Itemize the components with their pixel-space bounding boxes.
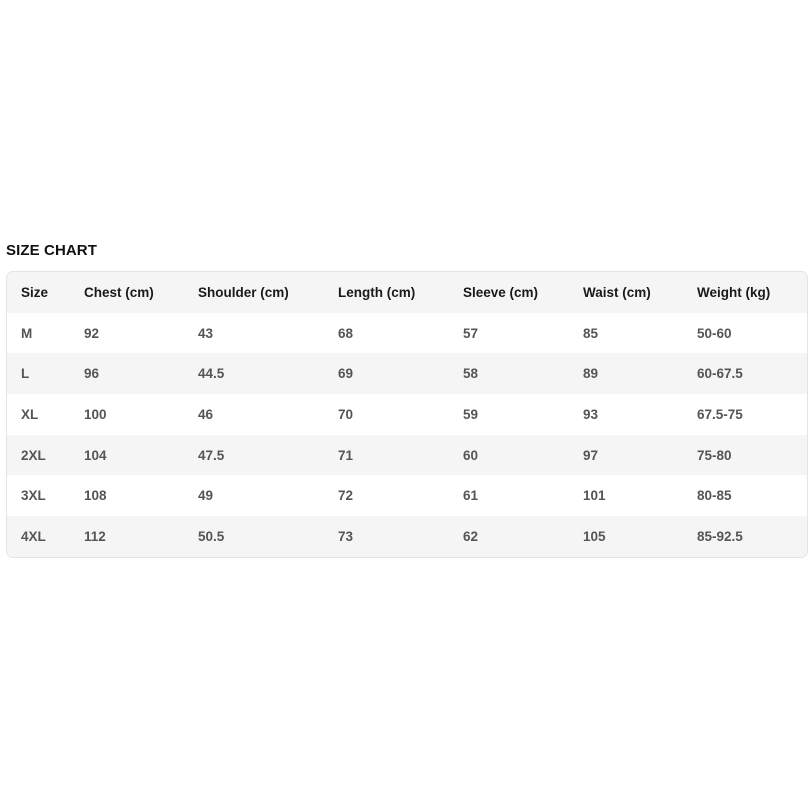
cell-weight: 85-92.5 (683, 516, 807, 557)
cell-sleeve: 58 (449, 353, 569, 394)
cell-shoulder: 46 (184, 394, 324, 435)
cell-weight: 60-67.5 (683, 353, 807, 394)
cell-waist: 101 (569, 475, 683, 516)
table-row (7, 313, 807, 354)
cell-weight: 80-85 (683, 475, 807, 516)
size-table (7, 272, 807, 557)
cell-length: 73 (324, 516, 449, 557)
table-row (7, 353, 807, 394)
cell-size: 3XL (7, 475, 70, 516)
cell-chest: 108 (70, 475, 184, 516)
cell-length: 70 (324, 394, 449, 435)
cell-weight: 50-60 (683, 313, 807, 354)
cell-size: 2XL (7, 435, 70, 476)
size-chart (6, 241, 808, 558)
cell-size: XL (7, 394, 70, 435)
header-chest: Chest (cm) (70, 272, 184, 313)
cell-sleeve: 60 (449, 435, 569, 476)
cell-waist: 97 (569, 435, 683, 476)
table-row (7, 435, 807, 476)
cell-sleeve: 61 (449, 475, 569, 516)
cell-sleeve: 59 (449, 394, 569, 435)
table-row (7, 475, 807, 516)
header-size: Size (7, 272, 70, 313)
header-shoulder: Shoulder (cm) (184, 272, 324, 313)
cell-size: M (7, 313, 70, 354)
cell-shoulder: 44.5 (184, 353, 324, 394)
cell-size: 4XL (7, 516, 70, 557)
cell-chest: 104 (70, 435, 184, 476)
cell-shoulder: 47.5 (184, 435, 324, 476)
table-header-row (7, 272, 807, 313)
cell-shoulder: 49 (184, 475, 324, 516)
size-table-container (6, 271, 808, 558)
cell-length: 69 (324, 353, 449, 394)
table-row (7, 516, 807, 557)
cell-length: 68 (324, 313, 449, 354)
header-waist: Waist (cm) (569, 272, 683, 313)
header-sleeve: Sleeve (cm) (449, 272, 569, 313)
cell-chest: 96 (70, 353, 184, 394)
cell-chest: 100 (70, 394, 184, 435)
table-row (7, 394, 807, 435)
cell-waist: 105 (569, 516, 683, 557)
cell-sleeve: 57 (449, 313, 569, 354)
cell-waist: 85 (569, 313, 683, 354)
cell-chest: 92 (70, 313, 184, 354)
cell-waist: 93 (569, 394, 683, 435)
cell-shoulder: 50.5 (184, 516, 324, 557)
cell-length: 71 (324, 435, 449, 476)
cell-shoulder: 43 (184, 313, 324, 354)
cell-sleeve: 62 (449, 516, 569, 557)
header-length: Length (cm) (324, 272, 449, 313)
cell-chest: 112 (70, 516, 184, 557)
cell-weight: 75-80 (683, 435, 807, 476)
cell-waist: 89 (569, 353, 683, 394)
cell-length: 72 (324, 475, 449, 516)
header-weight: Weight (kg) (683, 272, 807, 313)
chart-title: SIZE CHART (6, 242, 97, 259)
cell-weight: 67.5-75 (683, 394, 807, 435)
cell-size: L (7, 353, 70, 394)
